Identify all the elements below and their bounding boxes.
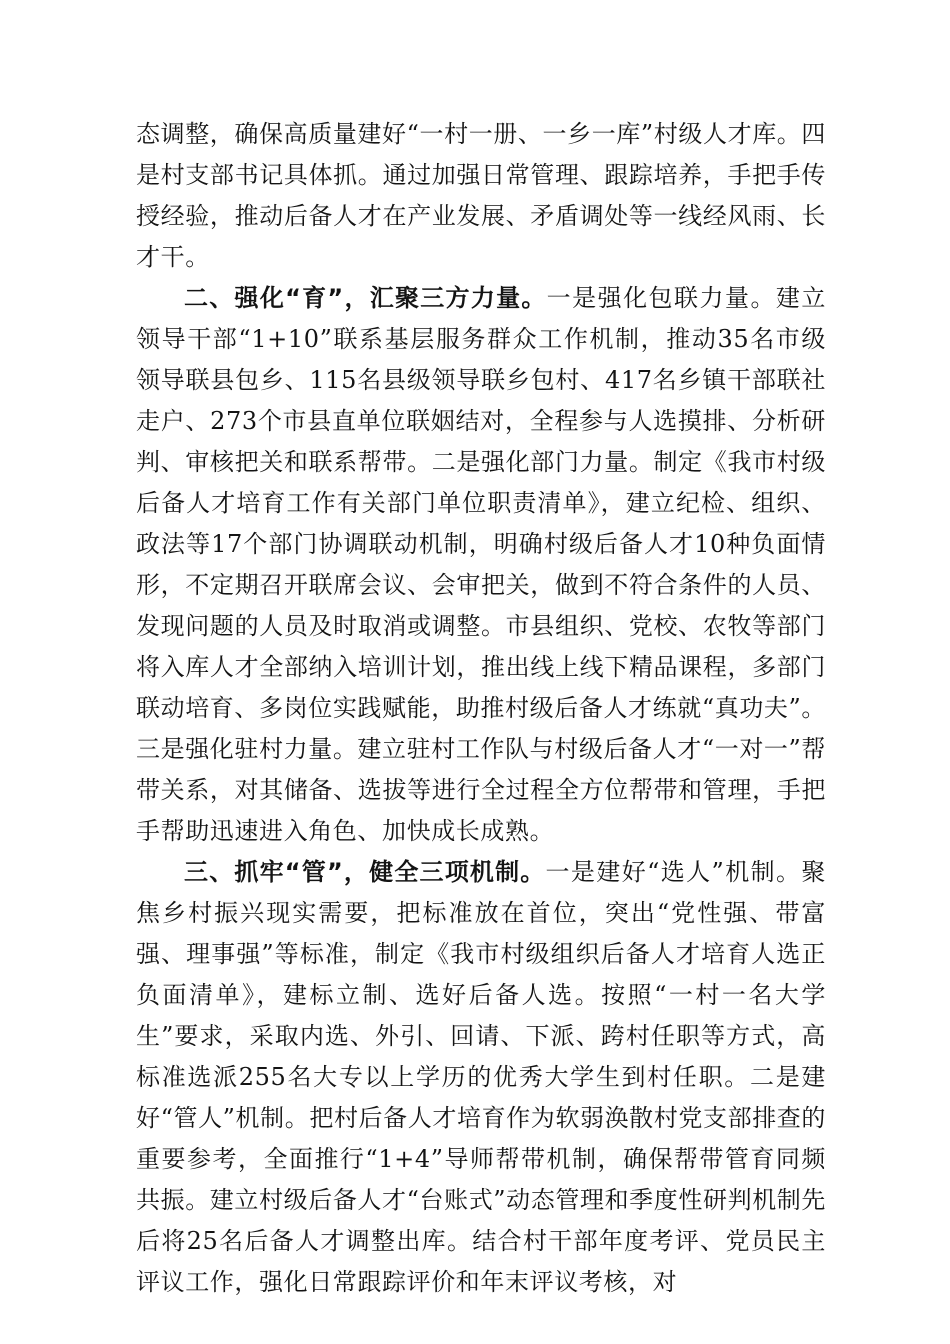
paragraph-text: 一是强化包联力量。建立领导干部“1+10”联系基层服务群众工作机制，推动35名市级领导联县包乡、115名县级领导联乡包村、417名乡镇干部联社走户、273个市县直单位联姻结对，全程参与人选摸排、分析研判、审核把关和联系帮带。二是强化部门力量。制定《我市村级后备人才培育工作有关部门单位职责清单》，建立纪检、组织、政法等17个部门协调联动机制，明确村级后备人才10种负面情形，不定期召开联席会议、会审把关，做到不符合条件的人员、发现问题的人员及时取消或调整。市县组织、党校、农牧等部门将入库人才全部纳入培训计划，推出线上线下精品课程，多部门联动培育、多岗位实践赋能，助推村级后备人才练就“真功夫”。三是强化驻村力量。建立驻村工作队与村级后备人才“一对一”帮带关系，对其储备、选拔等进行全过程全方位帮带和管理，手把手帮助迅速进入角色、加快成长成熟。 xyxy=(136,284,826,845)
paragraph-text: 态调整，确保高质量建好“一村一册、一乡一库”村级人才库。四是村支部书记具体抓。通过加强日常管理、跟踪培养，手把手传授经验，推动后备人才在产业发展、矛盾调处等一线经风雨、长才干。 xyxy=(136,120,826,271)
document-body xyxy=(136,114,826,1303)
paragraph-continuation xyxy=(136,114,826,278)
section-heading: 三、抓牢“管”，健全三项机制。 xyxy=(184,858,546,886)
paragraph-text: 一是建好“选人”机制。聚焦乡村振兴现实需要，把标准放在首位，突出“党性强、带富强、理事强”等标准，制定《我市村级组织后备人才培育人选正负面清单》，建标立制、选好后备人选。按照“一村一名大学生”要求，采取内选、外引、回请、下派、跨村任职等方式，高标准选派255名大专以上学历的优秀大学生到村任职。二是建好“管人”机制。把村后备人才培育作为软弱涣散村党支部排查的重要参考，全面推行“1+4”导师帮带机制，确保帮带管育同频共振。建立村级后备人才“台账式”动态管理和季度性研判机制先后将25名后备人才调整出库。结合村干部年度考评、党员民主评议工作，强化日常跟踪评价和年末评议考核，对 xyxy=(136,858,826,1296)
paragraph-section-two xyxy=(136,278,826,852)
paragraph-section-three xyxy=(136,852,826,1303)
section-heading: 二、强化“育”，汇聚三方力量。 xyxy=(184,284,547,312)
